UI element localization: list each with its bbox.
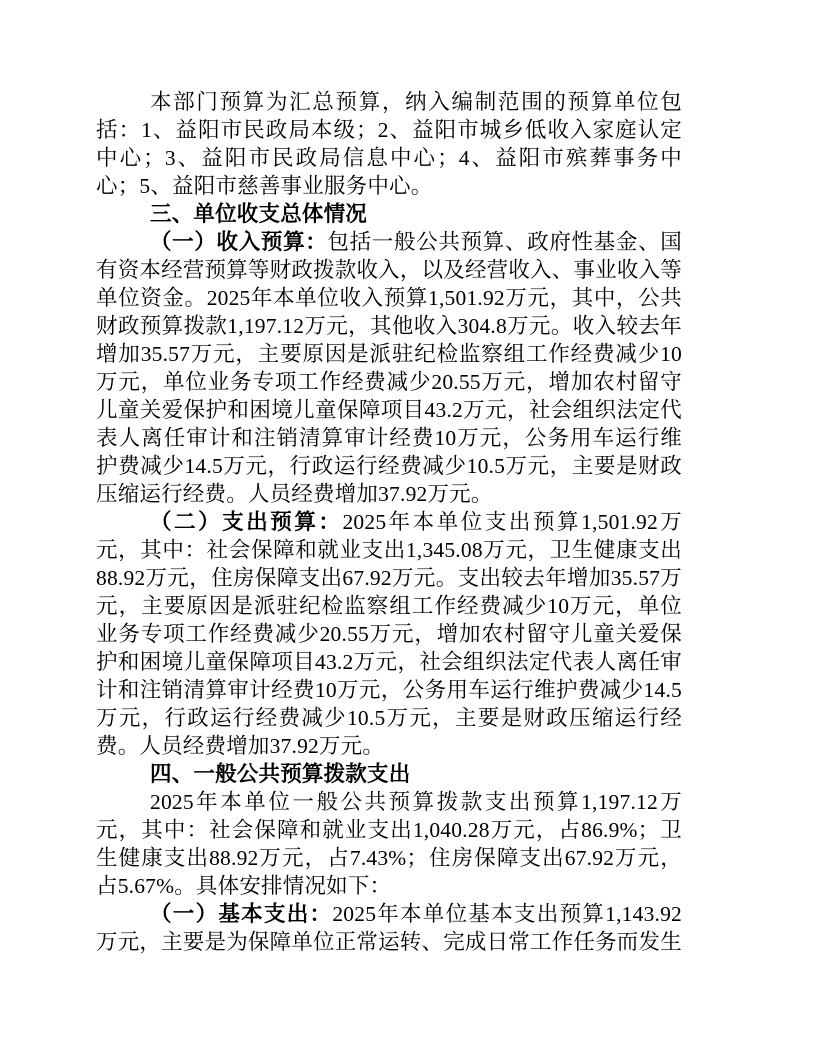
section-three-heading: 三、单位收支总体情况 bbox=[150, 202, 368, 226]
section-four-overview-paragraph: 2025年本单位一般公共预算拨款支出预算1,197.12万元，其中：社会保障和就业支出1,040.28万元，占86.9%；卫生健康支出88.92万元，占7.43%；住房保障支出67.92万元，占5.67%。具体安排情况如下： bbox=[96, 790, 682, 898]
expenditure-budget-text: 2025年本单位支出预算1,501.92万元，其中：社会保障和就业支出1,345.08万元，卫生健康支出88.92万元，住房保障支出67.92万元。支出较去年增加35.57万元，主要原因是派驻纪检监察组工作经费减少10万元，单位业务专项工作经费减少20.55万元，增加农村留守儿童关爱保护和困境儿童保障项目43.2万元，社会组织法定代表人离任审计和注销清算审计经费10万元，公务用车运行维护费减少14.5万元，行政运行经费减少10.5万元，主要是财政压缩运行经费。人员经费增加37.92万元。 bbox=[96, 510, 682, 758]
income-budget-paragraph bbox=[96, 228, 682, 508]
section-four-heading: 四、一般公共预算拨款支出 bbox=[150, 762, 411, 786]
income-budget-text: 包括一般公共预算、政府性基金、国有资本经营预算等财政拨款收入，以及经营收入、事业收入等单位资金。2025年本单位收入预算1,501.92万元，其中，公共财政预算拨款1,197.12万元，其他收入304.8万元。收入较去年增加35.57万元，主要原因是派驻纪检监察组工作经费减少10万元，单位业务专项工作经费减少20.55万元，增加农村留守儿童关爱保护和困境儿童保障项目43.2万元，社会组织法定代表人离任审计和注销清算审计经费10万元，公务用车运行维护费减少14.5万元，行政运行经费减少10.5万元，主要是财政压缩运行经费。人员经费增加37.92万元。 bbox=[96, 230, 682, 506]
document-content bbox=[96, 88, 682, 956]
basic-expenditure-text: 2025年本单位基本支出预算1,143.92万元，主要是为保障单位正常运转、完成日常工作任务而发生 bbox=[96, 902, 682, 954]
intro-paragraph: 本部门预算为汇总预算，纳入编制范围的预算单位包括：1、益阳市民政局本级；2、益阳市城乡低收入家庭认定中心；3、益阳市民政局信息中心；4、益阳市殡葬事务中心；5、益阳市慈善事业服务中心。 bbox=[96, 90, 682, 198]
basic-expenditure-paragraph bbox=[96, 900, 682, 956]
expenditure-budget-paragraph bbox=[96, 508, 682, 760]
basic-expenditure-label: （一）基本支出： bbox=[150, 902, 333, 926]
income-budget-label: （一）收入预算： bbox=[150, 230, 328, 254]
expenditure-budget-label: （二）支出预算： bbox=[150, 510, 343, 534]
